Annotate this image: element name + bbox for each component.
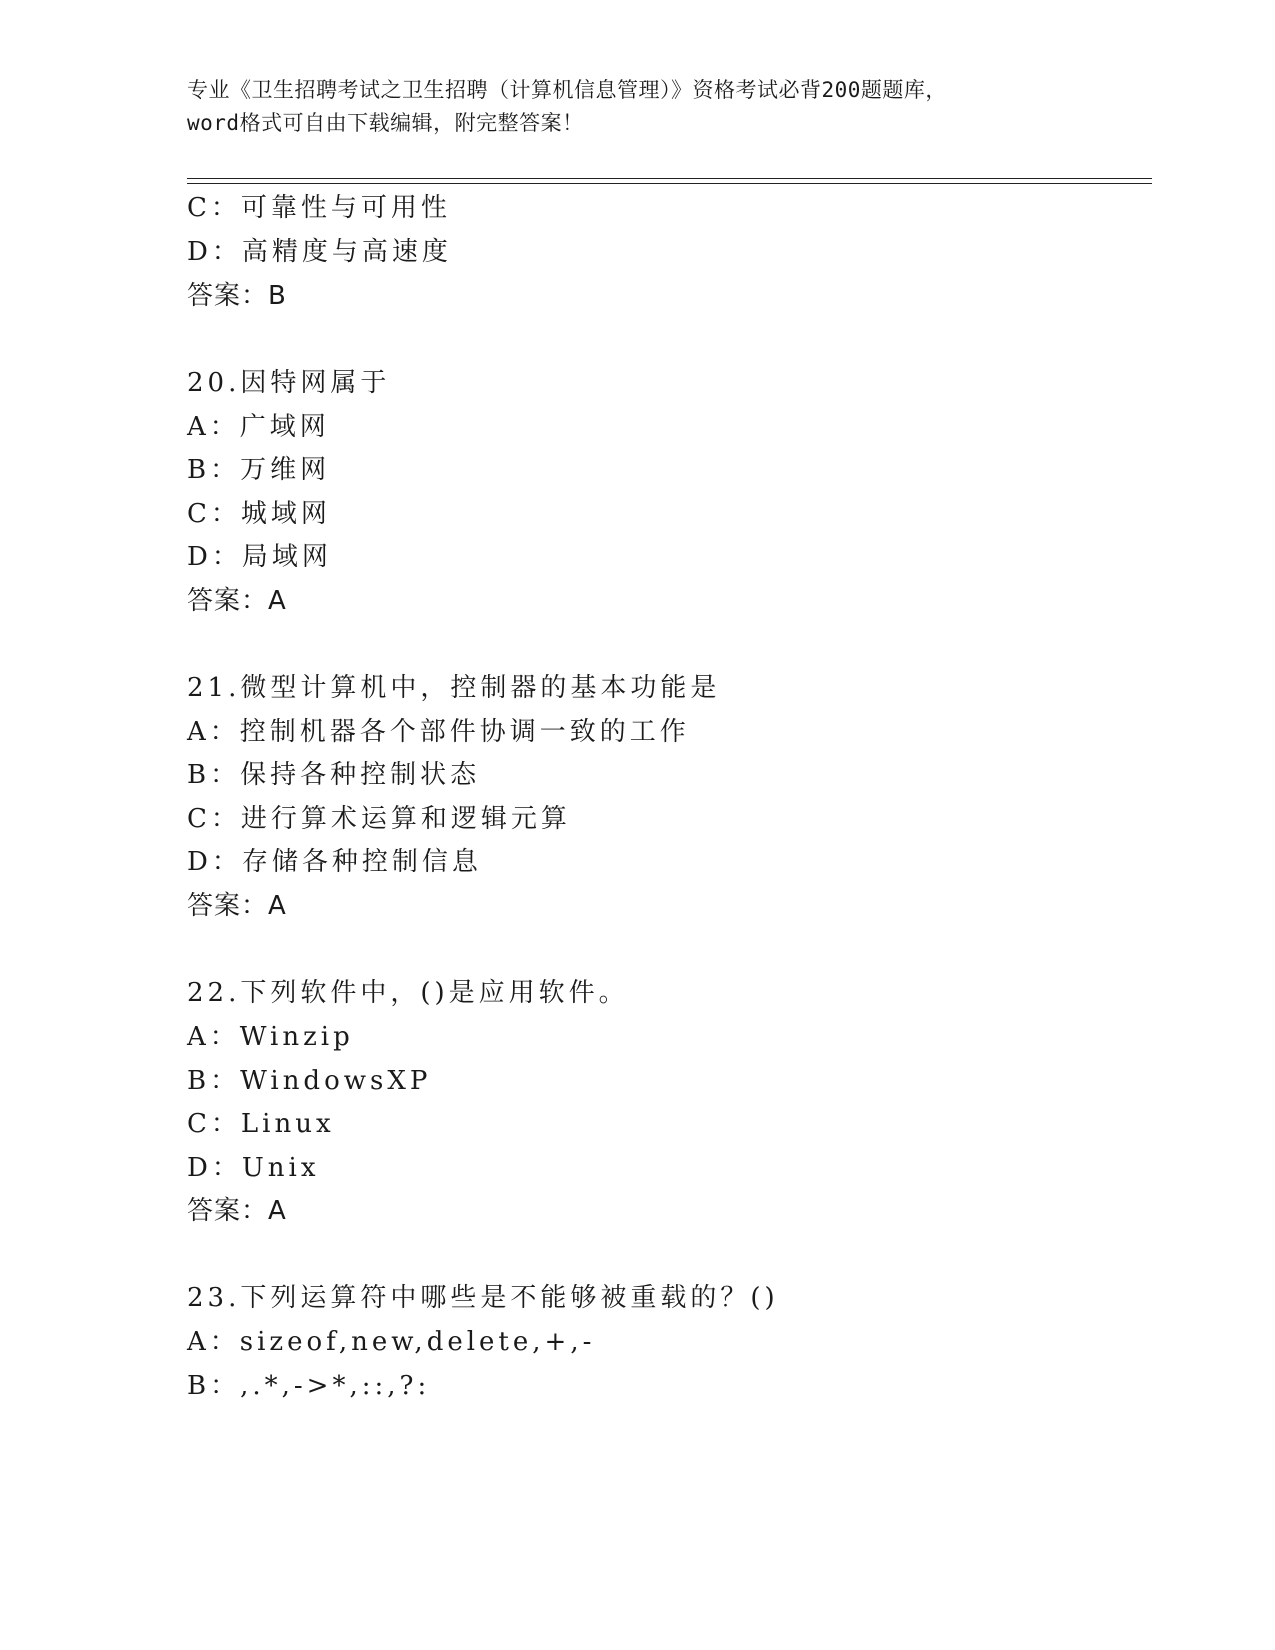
option-line: C：Linux	[187, 1109, 335, 1139]
option-line: A：Winzip	[187, 1022, 354, 1052]
option-line: A：控制机器各个部件协调一致的工作	[187, 717, 690, 747]
option-line: D：局域网	[187, 542, 332, 572]
answer-line: 答案：A	[187, 586, 287, 616]
header-divider-top	[187, 178, 1152, 179]
answer-line: 答案：A	[187, 1196, 287, 1226]
document-header	[187, 74, 1087, 140]
header-divider-bottom	[187, 183, 1152, 184]
option-line: D：Unix	[187, 1153, 320, 1183]
question-line: 20.因特网属于	[187, 368, 391, 398]
option-line: B：WindowsXP	[187, 1066, 432, 1096]
header-title-line-2: word格式可自由下载编辑，附完整答案！	[187, 111, 584, 135]
option-line: C：可靠性与可用性	[187, 193, 451, 223]
option-line: C：城域网	[187, 499, 331, 529]
header-title-line-1: 专业《卫生招聘考试之卫生招聘（计算机信息管理）》资格考试必背200题题库，	[187, 78, 947, 102]
option-line: D：存储各种控制信息	[187, 847, 482, 877]
question-line: 23.下列运算符中哪些是不能够被重载的？()	[187, 1283, 779, 1313]
option-line: A：sizeof,new,delete,+,-	[187, 1327, 596, 1357]
option-line: A：广域网	[187, 412, 330, 442]
answer-line: 答案：A	[187, 891, 287, 921]
answer-line: 答案：B	[187, 281, 287, 311]
option-line: B：,.*,->*,::,?:	[187, 1371, 431, 1401]
question-line: 22.下列软件中，()是应用软件。	[187, 978, 629, 1008]
option-line: C：进行算术运算和逻辑元算	[187, 804, 571, 834]
option-line: B：保持各种控制状态	[187, 760, 481, 790]
option-line: D：高精度与高速度	[187, 237, 452, 267]
option-line: B：万维网	[187, 455, 331, 485]
question-line: 21.微型计算机中，控制器的基本功能是	[187, 673, 721, 703]
